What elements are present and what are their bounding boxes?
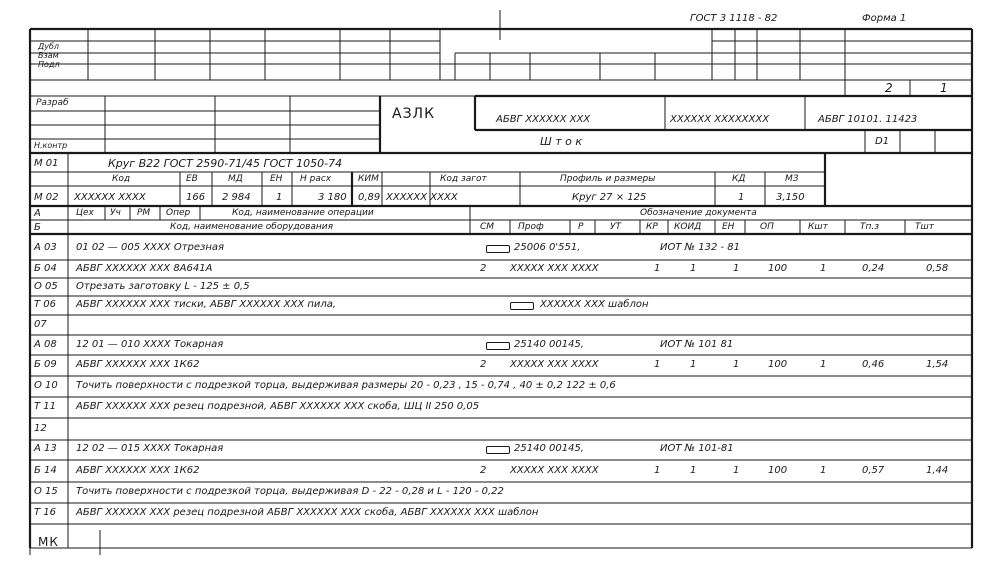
row-label: 12 [34,423,47,434]
row-ksht: 1 [820,359,827,370]
col-mz: МЗ [785,174,799,184]
row-text: Отрезать заготовку L - 125 ± 0,5 [76,281,250,292]
col-en: ЕН [270,174,283,184]
m02-kim: 0,89 [358,192,381,203]
row-prof: ХХХХХ ХХХ ХХХХ [510,465,599,476]
row-op: 100 [768,359,788,370]
doc-number-3: АБВГ 10101. 11423 [818,114,918,125]
row-text: Точить поверхности с подрезкой торца, выдерживая размеры 20 - 0,23 , 15 - 0,74 , 40 ± 0,2 122 ± 0,6 [76,380,616,391]
m02-ev: 166 [186,192,206,203]
doc-code: АЗЛК [392,106,436,122]
m02-en: 1 [276,192,283,203]
row-label: О 10 [34,380,58,391]
row-op: 100 [768,263,788,274]
head-tsht: Тшт [915,222,934,232]
doc-number-2: ХХХХХХ ХХХХХХХХ [670,114,770,125]
row-label: Б 14 [34,465,57,476]
head-kr: КР [646,222,658,232]
m02-md: 2 984 [222,192,251,203]
row-label: О 15 [34,486,58,497]
row-label: А 13 [34,443,57,454]
row-label: Б 09 [34,359,57,370]
form-label: Форма 1 [862,13,907,24]
row-text: Точить поверхности с подрезкой торца, выдерживая D - 22 - 0,28 и L - 120 - 0,22 [76,486,504,497]
row-text: АБВГ ХХХХХХ ХХХ 1К62 [76,465,200,476]
row-prof: ХХХХХ ХХХ ХХХХ [510,263,599,274]
row-ut: 1 [690,263,697,274]
row-ut: 1 [690,465,697,476]
nkontr-label: Н.контр [34,141,68,150]
head-ceh: Цех [76,208,94,218]
head-equipment: Код, наименование оборудования [170,222,334,232]
row-r: 1 [654,263,661,274]
row-label: О 05 [34,281,58,292]
row-op: 100 [768,465,788,476]
sheet-total: 2 [885,81,893,95]
litera: D1 [875,136,890,147]
col-ev: ЕВ [186,174,198,184]
row-ksht: 1 [820,465,827,476]
row-sm: 2 [480,263,487,274]
row-ut: 1 [690,359,697,370]
col-md: МД [228,174,243,184]
row-tsht: 1,54 [926,359,949,370]
row-text: 12 02 — 015 ХХХХ Токарная [76,443,224,454]
row-a-label: А [34,208,41,219]
col-kim: КИМ [358,174,379,184]
row-doc: ХХХХХХ ХХХ шаблон [540,299,649,310]
head-op: ОП [760,222,774,232]
row-label: Т 06 [34,299,57,310]
row-label: Б 04 [34,263,57,274]
doc-number: АБВГ ХХХХХХ ХХХ [496,114,591,125]
head-ut: УТ [610,222,621,232]
row-text: АБВГ ХХХХХХ ХХХ резец подрезной, АБВГ ХХХХХХ ХХХ скоба, ШЦ II 250 0,05 [76,401,480,412]
row-doc: 25140 00145, [514,443,584,454]
row-sm: 2 [480,359,487,370]
m02-mz: 3,150 [776,192,805,203]
tool-box-icon [510,302,534,310]
row-tpz: 0,24 [862,263,885,274]
head-operation: Код, наименование операции [232,208,374,218]
row-label: 07 [34,319,47,330]
row-text: АБВГ ХХХХХХ ХХХ тиски, АБВГ ХХХХХХ ХХХ пила, [76,299,337,310]
razrab-label: Разраб [36,98,69,108]
mk-label: МК [38,535,59,549]
row-doc: 25140 00145, [514,339,584,350]
col-kd: КД [732,174,746,184]
row-label: А 08 [34,339,57,350]
vzam-label: Взам [38,51,59,60]
row-b-label: Б [34,222,41,233]
row-prof: ХХХХХ ХХХ ХХХХ [510,359,599,370]
row-label: А 03 [34,242,57,253]
row-kr: 1 [733,263,740,274]
head-tpz: Тп.з [860,222,880,232]
row-kr: 1 [733,465,740,476]
row-text: 01 02 — 005 ХХХХ Отрезная [76,242,225,253]
dubl-label: Дубл [38,42,60,51]
standard-label: ГОСТ 3 1118 - 82 [690,13,778,24]
row-r: 1 [654,465,661,476]
row-label: Т 11 [34,401,57,412]
row-label: Т 16 [34,507,57,518]
row-doc: 25006 0'551, [514,242,581,253]
head-en: ЕН [722,222,735,232]
row-extra: ИОТ № 101-81 [660,443,734,454]
head-oper: Опер [166,208,191,218]
m02-kod: ХХХХХХ ХХХХ [74,192,146,203]
row-ksht: 1 [820,263,827,274]
m02-kod-zagot: ХХХХХХ ХХХХ [386,192,458,203]
head-sm: СМ [480,222,495,232]
sheet-number: 1 [940,81,948,95]
tool-box-icon [486,245,510,253]
m02-label: М 02 [34,192,59,203]
row-kr: 1 [733,359,740,370]
col-kod-zagot: Код загот [440,174,487,184]
row-sm: 2 [480,465,487,476]
row-text: 12 01 — 010 ХХХХ Токарная [76,339,224,350]
m01-label: М 01 [34,158,59,169]
tool-box-icon [486,446,510,454]
row-tpz: 0,57 [862,465,885,476]
head-prof: Проф [518,222,544,232]
row-tsht: 1,44 [926,465,949,476]
row-tpz: 0,46 [862,359,885,370]
row-text: АБВГ ХХХХХХ ХХХ 8А641А [76,263,213,274]
head-rm: РМ [137,208,151,218]
podl-label: Подл [38,60,60,69]
head-ksht: Кшт [808,222,828,232]
row-extra: ИОТ № 132 - 81 [660,242,740,253]
col-kod: Код [112,174,131,184]
m02-kd: 1 [738,192,745,203]
tool-box-icon [486,342,510,350]
head-koid: КОИД [674,222,702,232]
head-uch: Уч [110,208,121,218]
part-name: Ш т о к [540,135,583,148]
row-text: АБВГ ХХХХХХ ХХХ 1К62 [76,359,200,370]
m01-text: Круг В22 ГОСТ 2590-71/45 ГОСТ 1050-74 [108,157,343,170]
head-r: Р [578,222,584,232]
head-doc: Обозначение документа [640,208,757,218]
row-extra: ИОТ № 101 81 [660,339,734,350]
col-profil: Профиль и размеры [560,174,656,184]
row-tsht: 0,58 [926,263,949,274]
m02-nrash: 3 180 [318,192,347,203]
col-nrash: Н расх [300,174,332,184]
row-r: 1 [654,359,661,370]
m02-profil: Круг 27 × 125 [572,192,647,203]
row-text: АБВГ ХХХХХХ ХХХ резец подрезной АБВГ ХХХХХХ ХХХ скоба, АБВГ ХХХХХХ ХХХ шаблон [76,507,539,518]
